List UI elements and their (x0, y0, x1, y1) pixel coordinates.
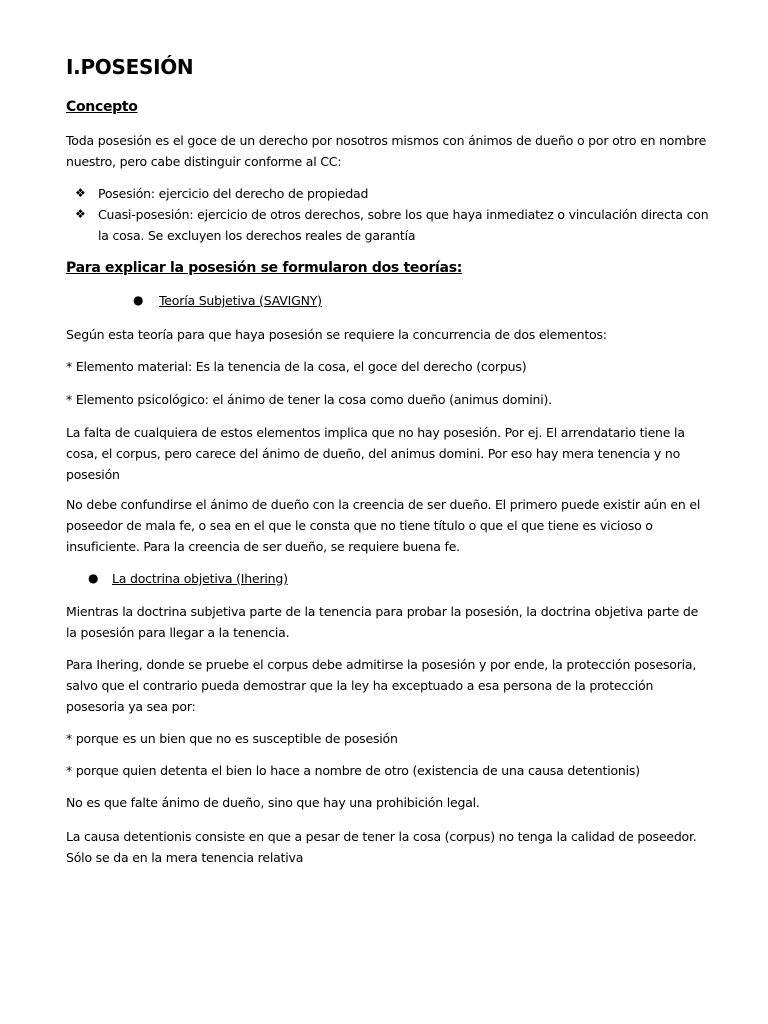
porque-susceptible-paragraph: * porque es un bien que no es susceptible de posesión (66, 731, 398, 746)
cuasi-posesion-list-item: Cuasi-posesión: ejercicio de otros derechos, sobre los que haya inmediatez o vinculación directa con la cosa. Se excluyen los derechos reales de garantía (98, 207, 709, 243)
doctrina-objetiva-item: La doctrina objetiva (Ihering) (112, 571, 288, 586)
causa-detentionis-paragraph: La causa detentionis consiste en que a pesar de tener la cosa (corpus) no tenga la calidad de poseedor. Sólo se da en la mera tenencia relativa (66, 829, 697, 865)
diamond-bullet-icon: ❖ (75, 207, 86, 221)
document-title: I.POSESIÓN (66, 55, 194, 79)
intro-paragraph: Toda posesión es el goce de un derecho por nosotros mismos con ánimos de dueño o por otro en nombre nuestro, pero cabe distinguir conforme al CC: (66, 133, 707, 169)
mientras-paragraph: Mientras la doctrina subjetiva parte de la tenencia para probar la posesión, la doctrina objetiva parte de la posesión para llegar a la tenencia. (66, 604, 699, 640)
confundir-paragraph: No debe confundirse el ánimo de dueño con la creencia de ser dueño. El primero puede existir aún en el poseedor de mala fe, o sea en el que le consta que no tiene título o que el que tiene es vicioso o insuficiente. Para la creencia de ser dueño, se requiere buena fe. (66, 497, 701, 554)
elementos-paragraph: Según esta teoría para que haya posesión se requiere la concurrencia de dos elementos: (66, 327, 607, 342)
bullet-icon: ● (88, 571, 99, 585)
theories-heading: Para explicar la posesión se formularon dos teorías: (66, 260, 463, 276)
diamond-bullet-icon: ❖ (75, 186, 86, 200)
elemento-material-paragraph: * Elemento material: Es la tenencia de la cosa, el goce del derecho (corpus) (66, 359, 527, 374)
bullet-icon: ● (133, 293, 144, 307)
porque-detenta-paragraph: * porque quien detenta el bien lo hace a nombre de otro (existencia de una causa detentionis) (66, 763, 640, 778)
concepto-heading: Concepto (66, 99, 138, 115)
teoria-subjetiva-item: Teoría Subjetiva (SAVIGNY) (159, 293, 322, 308)
no-falta-animo-paragraph: No es que falte ánimo de dueño, sino que hay una prohibición legal. (66, 795, 480, 810)
ihering-paragraph: Para Ihering, donde se pruebe el corpus debe admitirse la posesión y por ende, la protección posesoria, salvo que el contrario pueda demostrar que la ley ha exceptuado a esa persona de la protección posesoria ya sea por: (66, 657, 697, 714)
posesion-list-item: Posesión: ejercicio del derecho de propiedad (98, 186, 369, 201)
falta-elementos-paragraph: La falta de cualquiera de estos elementos implica que no hay posesión. Por ej. El arrendatario tiene la cosa, el corpus, pero carece del ánimo de dueño, del animus domini. Por eso hay mera tenencia y no posesión (66, 425, 685, 482)
elemento-psicologico-paragraph: * Elemento psicológico: el ánimo de tener la cosa como dueño (animus domini). (66, 392, 552, 407)
